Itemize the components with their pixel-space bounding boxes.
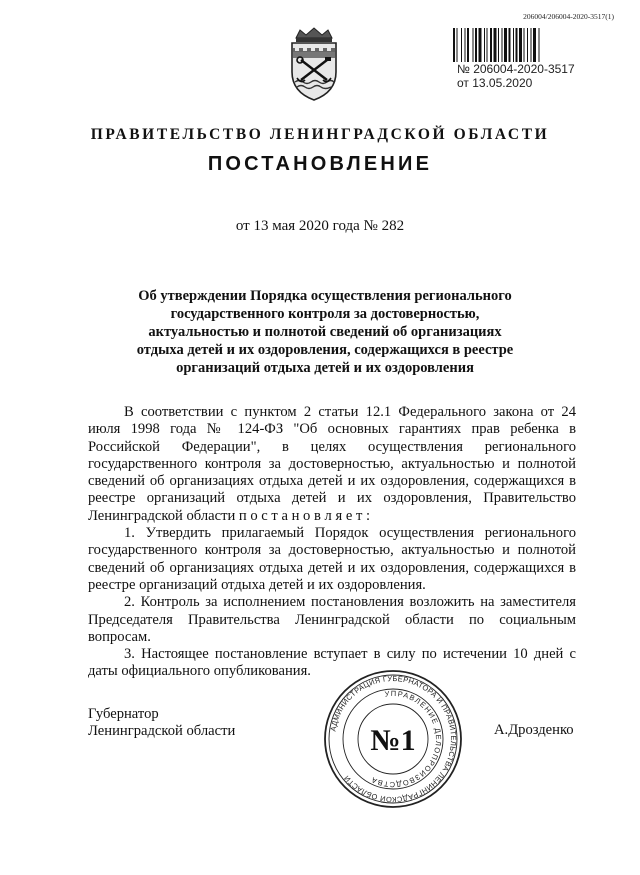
barcode-bar — [498, 28, 499, 62]
document-reference: 206004/206004-2020-3517(1) — [523, 12, 614, 21]
signatory-position-line: Ленинградской области — [88, 723, 236, 740]
stamp-inner-text: УПРАВЛЕНИЕ ДЕЛОПРОИЗВОДСТВА — [369, 688, 444, 790]
barcode-bar — [479, 28, 482, 62]
signatory-position-line: Губернатор — [88, 706, 159, 722]
barcode-bar — [502, 28, 503, 62]
barcode-bar — [467, 28, 469, 62]
barcode-bar — [453, 28, 455, 62]
barcode-bar — [465, 28, 466, 62]
decree-body — [88, 404, 576, 681]
barcode-bar — [494, 28, 497, 62]
subject-line: Об утверждении Порядка осуществления регионального — [138, 288, 512, 304]
barcode-bar — [513, 28, 514, 62]
government-title: ПРАВИТЕЛЬСТВО ЛЕНИНГРАДСКОЙ ОБЛАСТИ — [90, 126, 550, 143]
registration-date: от 13.05.2020 — [457, 76, 533, 90]
barcode-bar — [473, 28, 474, 62]
barcode-bar — [475, 28, 477, 62]
barcode-bar — [457, 28, 458, 62]
registration-stamp — [457, 62, 575, 90]
barcode-bar — [490, 28, 492, 62]
barcode-bar — [484, 28, 485, 62]
preamble-paragraph: В соответствии с пунктом 2 статьи 12.1 Федерального закона от 24 июля 1998 года № 124-ФЗ "Об основных гарантиях прав ребенка в Российской Федерации", в целях осуществления регионального государственного контроля за достоверностью, актуальностью и полнотой сведений об организациях отдыха детей и их оздоровления, содержащихся в реестре организаций отдыха детей и их оздоровления, Правительство Ленинградской области п о с т а н о в л я е т : — [88, 404, 576, 524]
clause-3-paragraph: 3. Настоящее постановление вступает в силу по истечении 10 дней с даты официального опубликования. — [88, 646, 576, 680]
official-seal-stamp — [322, 668, 464, 810]
barcode-bar — [516, 28, 518, 62]
subject-line: государственного контроля за достоверностью, — [170, 306, 480, 322]
clause-2-paragraph: 2. Контроль за исполнением постановления возложить на заместителя Председателя Правительства Ленинградской области по социальным вопросам. — [88, 594, 576, 645]
barcode-bar — [533, 28, 536, 62]
barcode-bar — [524, 28, 525, 62]
subject-line: отдыха детей и их оздоровления, содержащихся в реестре — [136, 342, 514, 358]
barcode-bar — [527, 28, 528, 62]
registration-number: № 206004-2020-3517 — [457, 62, 575, 76]
decree-title: ПОСТАНОВЛЕНИЕ — [207, 153, 433, 175]
barcode-bar — [504, 28, 507, 62]
stamp-number: №1 — [370, 724, 416, 757]
decree-subject — [80, 287, 570, 377]
barcode-bar — [531, 28, 532, 62]
barcode-bar — [539, 28, 540, 62]
subject-line: актуальностью и полнотой сведений об организациях — [148, 324, 502, 340]
barcode-bar — [487, 28, 488, 62]
subject-line: организаций отдыха детей и их оздоровления — [176, 360, 474, 376]
barcode-icon — [452, 28, 580, 62]
clause-1-paragraph: 1. Утвердить прилагаемый Порядок осуществления регионального государственного контроля за достоверностью, актуальностью и полнотой сведений об организациях отдыха детей и их оздоровления, содержащихся в реестре организаций отдыха детей и их оздоровления. — [88, 525, 576, 593]
barcode-bar — [519, 28, 522, 62]
coat-of-arms-icon — [286, 26, 342, 102]
barcode-bar — [509, 28, 511, 62]
stamp-outer-text: АДМИНИСТРАЦИЯ ГУБЕРНАТОРА И ПРАВИТЕЛЬСТВА ЛЕНИНГРАДСКОЙ ОБЛАСТИ — [328, 673, 459, 805]
signatory-position — [88, 706, 235, 741]
signatory-name: А.Дрозденко — [494, 722, 574, 738]
decree-date-number: от 13 мая 2020 года № 282 — [235, 218, 405, 234]
barcode-bar — [461, 28, 462, 62]
